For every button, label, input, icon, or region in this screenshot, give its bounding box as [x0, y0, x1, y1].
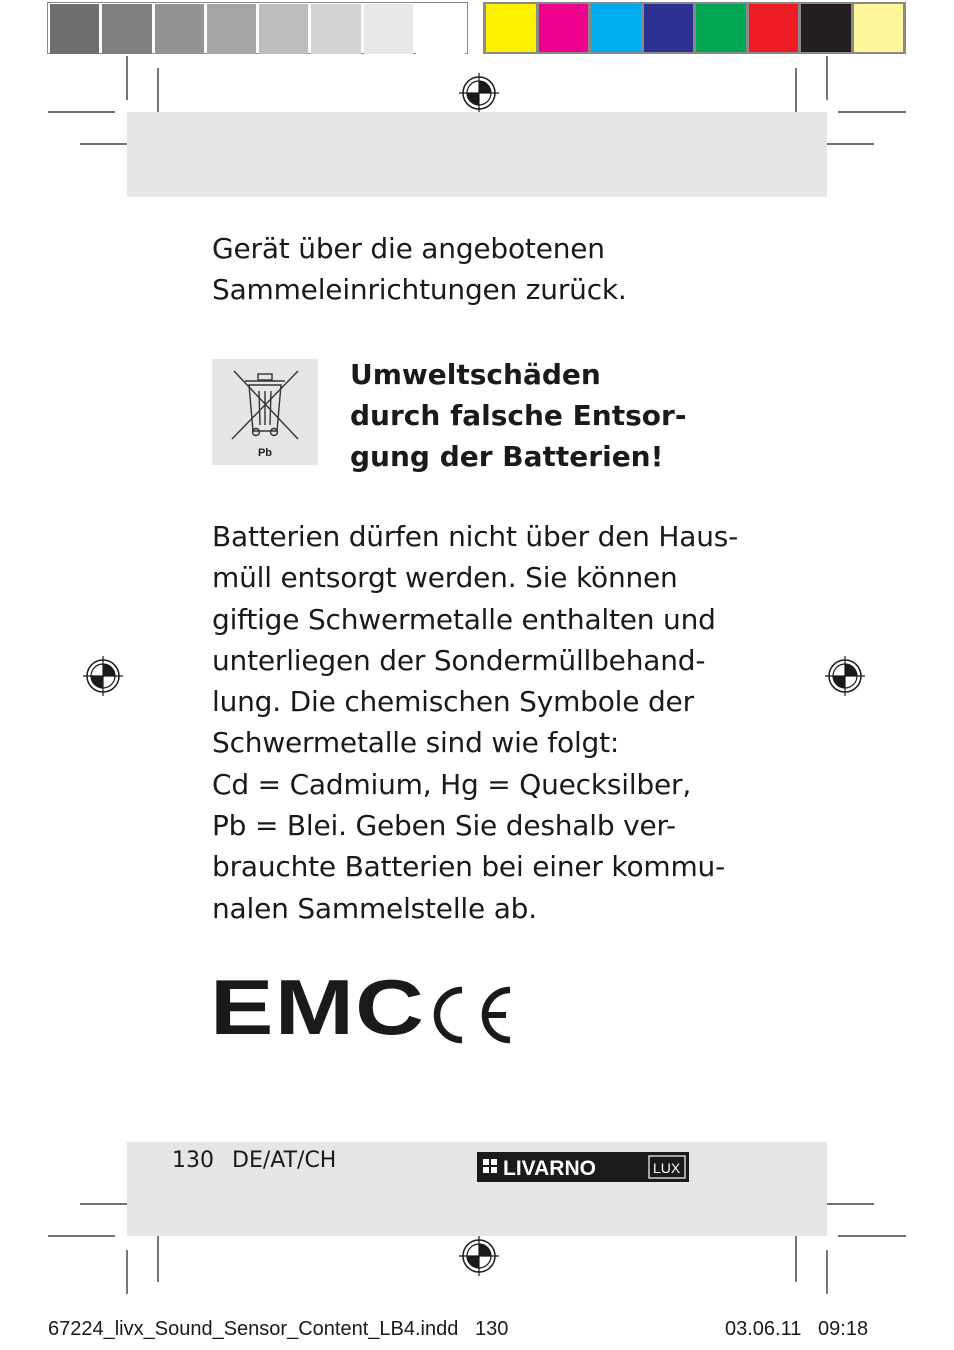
color-registration-bar	[483, 2, 906, 54]
grey-swatch	[155, 4, 204, 54]
intro-line: Gerät über die angebotenen	[212, 232, 605, 265]
color-swatch	[539, 4, 589, 52]
color-swatch	[486, 4, 536, 52]
livarno-lux-logo	[477, 1152, 689, 1182]
emc-mark: EMC	[210, 963, 426, 1051]
grey-swatch	[259, 4, 308, 54]
region-label: DE/AT/CH	[232, 1148, 337, 1173]
page-number: 130	[172, 1148, 214, 1173]
body-line: Batterien dürfen nicht über den Haus-	[212, 520, 739, 553]
slug-time: 09:18	[818, 1318, 869, 1340]
intro-line: Sammeleinrichtungen zurück.	[212, 273, 627, 307]
color-swatch	[644, 4, 694, 52]
color-swatch	[591, 4, 641, 52]
body-line: brauchte Batterien bei einer kommu-	[212, 850, 725, 884]
header-band	[127, 112, 827, 197]
body-line: müll entsorgt werden. Sie können	[212, 561, 678, 595]
crossed-bin-icon	[212, 359, 318, 465]
color-swatch	[801, 4, 851, 52]
body-line: Cd = Cadmium, Hg = Quecksilber,	[212, 767, 692, 801]
grey-swatch	[416, 4, 465, 54]
grey-swatch	[50, 4, 99, 54]
body-line: unterliegen der Sondermüllbehand-	[212, 643, 706, 677]
body-line: lung. Die chemischen Symbole der	[212, 685, 694, 719]
grey-registration-bar	[47, 2, 468, 54]
color-swatch	[854, 4, 904, 52]
body-line: Schwermetalle sind wie folgt:	[212, 726, 620, 760]
color-swatch	[696, 4, 746, 52]
warning-title-line: durch falsche Entsor-	[350, 399, 687, 432]
pb-label: Pb	[257, 447, 273, 459]
body-line: Pb = Blei. Geben Sie deshalb ver-	[212, 809, 676, 843]
slug-file: 67224_livx_Sound_Sensor_Content_LB4.indd	[48, 1318, 459, 1340]
page-footer	[172, 1148, 354, 1173]
brand-name: LIVARNO	[503, 1157, 596, 1180]
intro-paragraph	[212, 228, 732, 311]
body-paragraph	[212, 516, 739, 929]
slug-page: 130	[475, 1318, 509, 1340]
color-swatch	[749, 4, 799, 52]
ce-mark-icon	[432, 985, 516, 1045]
registration-target-top	[457, 71, 501, 115]
warning-title	[350, 354, 686, 477]
slug-date: 03.06.11	[725, 1318, 802, 1340]
registration-target-right	[823, 654, 867, 698]
registration-target-left	[81, 654, 125, 698]
grey-swatch	[207, 4, 256, 54]
body-line: giftige Schwermetalle enthalten und	[212, 602, 716, 636]
warning-title-line: gung der Batterien!	[350, 440, 664, 473]
body-line: nalen Sammelstelle ab.	[212, 891, 537, 925]
slug-filename	[48, 1318, 508, 1341]
brand-suffix: LUX	[653, 1160, 681, 1176]
grey-swatch	[102, 4, 151, 54]
registration-target-bottom	[457, 1234, 501, 1278]
grey-swatch	[364, 4, 413, 54]
warning-title-line: Umweltschäden	[350, 358, 601, 391]
slug-datetime	[725, 1318, 868, 1341]
grey-swatch	[311, 4, 360, 54]
